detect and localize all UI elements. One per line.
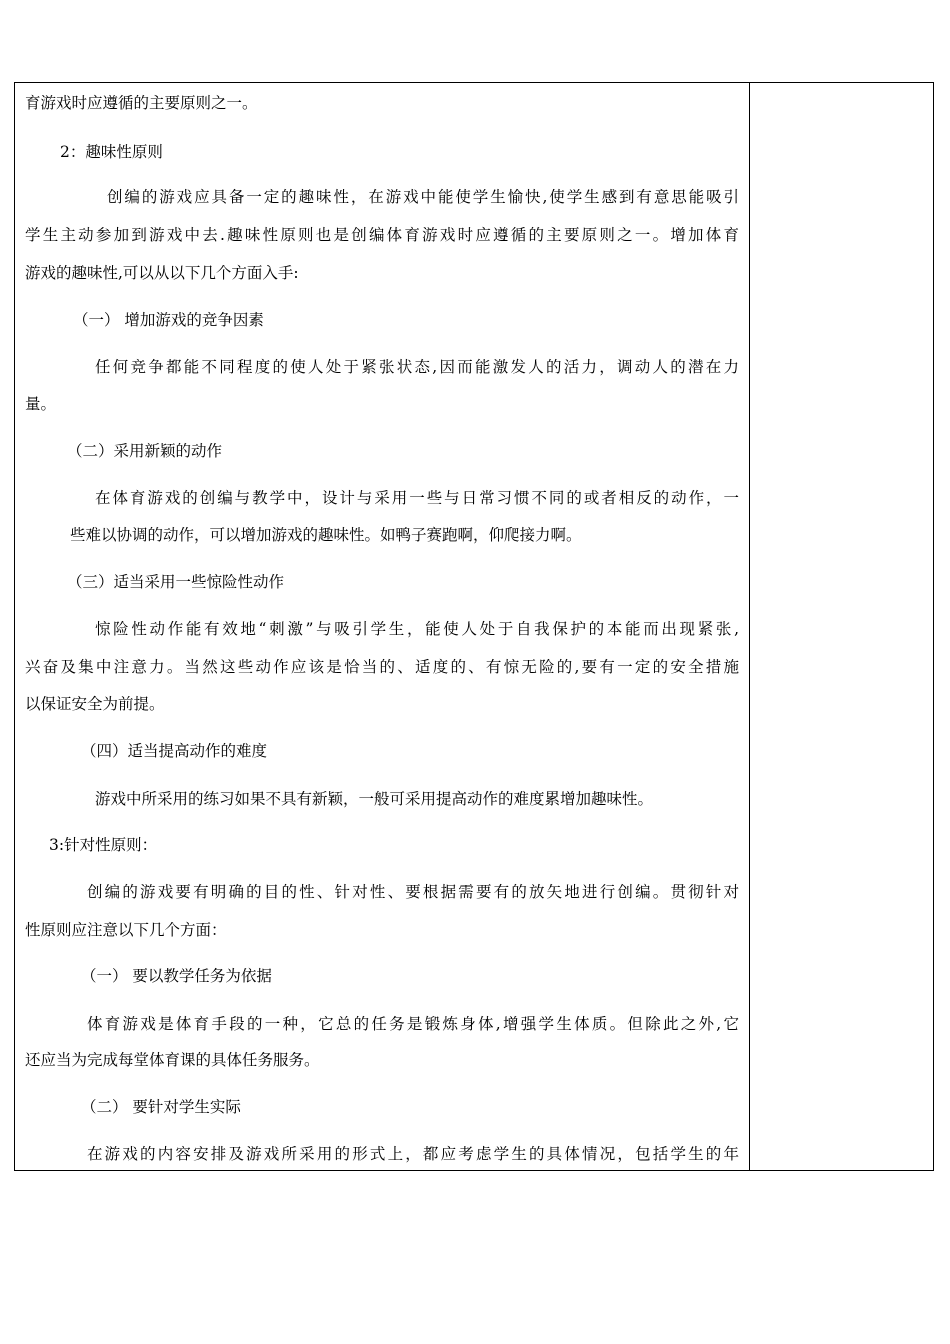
paragraph-line: 游戏的趣味性,可以从以下几个方面入手: xyxy=(25,264,299,282)
subsection-heading: （二）采用新颖的动作 xyxy=(67,442,223,460)
paragraph-line: 量。 xyxy=(25,395,57,413)
paragraph-line: 性原则应注意以下几个方面： xyxy=(25,921,227,939)
paragraph-line: 些难以协调的动作，可以增加游戏的趣味性。如鸭子赛跑啊，仰爬接力啊。 xyxy=(70,526,582,544)
subsection-heading: （二） 要针对学生实际 xyxy=(81,1098,241,1116)
paragraph-line: 还应当为完成每堂体育课的具体任务服务。 xyxy=(25,1051,320,1069)
paragraph-line: 在游戏的内容安排及游戏所采用的形式上，都应考虑学生的具体情况，包括学生的年 xyxy=(87,1145,739,1163)
paragraph-line: 兴奋及集中注意力。当然这些动作应该是恰当的、适度的、有惊无险的,要有一定的安全措施 xyxy=(25,658,739,676)
paragraph-line: 体育游戏是体育手段的一种，它总的任务是锻炼身体,增强学生体质。但除此之外,它 xyxy=(87,1015,739,1033)
subsection-heading: （三）适当采用一些惊险性动作 xyxy=(67,573,285,591)
content-table xyxy=(14,82,934,1171)
paragraph-line: 育游戏时应遵循的主要原则之一。 xyxy=(25,94,258,112)
subsection-heading: （一） 增加游戏的竞争因素 xyxy=(73,311,264,329)
section-heading: 3:针对性原则： xyxy=(49,836,158,854)
paragraph-line: 游戏中所采用的练习如果不具有新颖，一般可采用提高动作的难度累增加趣味性。 xyxy=(95,790,654,808)
paragraph-line: 学生主动参加到游戏中去.趣味性原则也是创编体育游戏时应遵循的主要原则之一。增加体育 xyxy=(25,226,739,244)
section-heading: 2：趣味性原则 xyxy=(60,143,163,161)
subsection-heading: （一） 要以教学任务为依据 xyxy=(81,967,272,985)
paragraph-line: 在体育游戏的创编与教学中，设计与采用一些与日常习惯不同的或者相反的动作，一 xyxy=(95,489,739,507)
column-divider xyxy=(749,83,750,1170)
subsection-heading: （四）适当提高动作的难度 xyxy=(81,742,268,760)
paragraph-line: 创编的游戏要有明确的目的性、针对性、要根据需要有的放矢地进行创编。贯彻针对 xyxy=(87,883,739,901)
paragraph-line: 任何竞争都能不同程度的使人处于紧张状态,因而能激发人的活力，调动人的潜在力 xyxy=(95,358,739,376)
paragraph-line: 惊险性动作能有效地“刺激”与吸引学生，能使人处于自我保护的本能而出现紧张, xyxy=(95,620,739,638)
paragraph-line: 创编的游戏应具备一定的趣味性，在游戏中能使学生愉快,使学生感到有意思能吸引 xyxy=(107,188,739,206)
paragraph-line: 以保证安全为前提。 xyxy=(25,695,165,713)
